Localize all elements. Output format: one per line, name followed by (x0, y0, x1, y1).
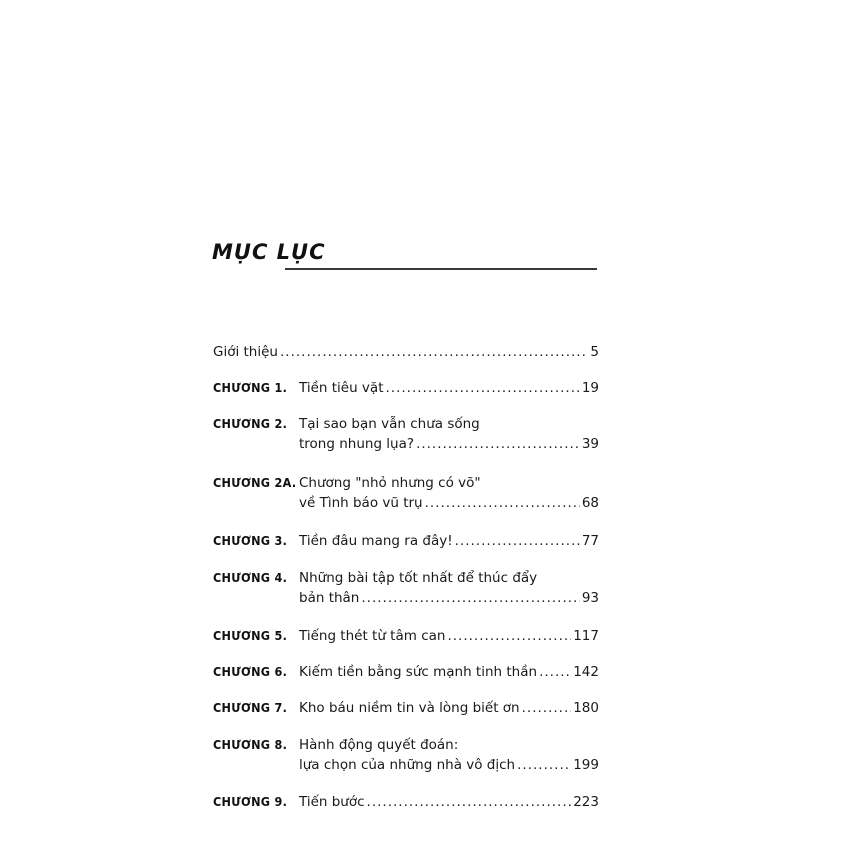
chapter-label: CHƯƠNG 5. (213, 628, 288, 643)
entry-title: Kho báu niềm tin và lòng biết ơn (299, 700, 520, 716)
toc-entry (213, 531, 599, 551)
chapter-label: CHƯƠNG 9. (213, 794, 288, 809)
toc-entry (213, 698, 599, 718)
page-number: 142 (573, 664, 599, 680)
dot-leader (517, 755, 571, 775)
dot-leader (539, 662, 571, 682)
dot-leader (455, 531, 580, 551)
page-number: 180 (573, 700, 599, 716)
toc-entry (213, 378, 599, 398)
page-number: 19 (581, 380, 599, 396)
entry-title: Tiền đâu mang ra đây! (299, 533, 453, 549)
entry-title-continued: bản thân (299, 590, 360, 606)
dot-leader (367, 792, 572, 812)
dot-leader (447, 626, 571, 646)
dot-leader (522, 698, 572, 718)
heading-rule (285, 268, 597, 270)
toc-entry-intro (213, 342, 599, 362)
toc-entry (213, 735, 599, 775)
page-number: 5 (590, 344, 599, 360)
toc-entry (213, 568, 599, 608)
toc-entry (213, 662, 599, 682)
page-number: 77 (581, 533, 599, 549)
page-number: 223 (573, 794, 599, 810)
entry-title: Tiền tiêu vặt (299, 380, 384, 396)
entry-title-continued: lựa chọn của những nhà vô địch (299, 757, 516, 773)
entry-title-continued: trong nhung lụa? (299, 436, 415, 452)
entry-title: Hành động quyết đoán: (299, 737, 459, 753)
chapter-label: CHƯƠNG 7. (213, 700, 288, 715)
entry-title: Tiến bước (299, 794, 365, 810)
chapter-label: CHƯƠNG 2A. (213, 475, 297, 490)
dot-leader (361, 588, 579, 608)
chapter-label: CHƯƠNG 4. (213, 570, 288, 585)
chapter-label: CHƯƠNG 2. (213, 416, 288, 431)
entry-title: Những bài tập tốt nhất để thúc đẩy (299, 570, 538, 586)
entry-title: Chương "nhỏ nhưng có võ" (299, 475, 481, 491)
chapter-label: CHƯƠNG 3. (213, 533, 288, 548)
chapter-label: CHƯƠNG 8. (213, 737, 288, 752)
chapter-label: CHƯƠNG 6. (213, 664, 288, 679)
entry-title: Giới thiệu (213, 344, 278, 360)
page-number: 199 (573, 757, 599, 773)
toc-heading: MỤC LỤC (212, 240, 326, 264)
toc-entry (213, 626, 599, 646)
page-number: 117 (573, 628, 599, 644)
dot-leader (425, 493, 580, 513)
dot-leader (280, 342, 588, 362)
chapter-label: CHƯƠNG 1. (213, 380, 288, 395)
entry-title: Kiếm tiền bằng sức mạnh tinh thần (299, 664, 538, 680)
dot-leader (386, 378, 580, 398)
entry-title: Tiếng thét từ tâm can (299, 628, 446, 644)
toc-entry (213, 414, 599, 454)
toc-entry (213, 473, 599, 513)
toc-entry (213, 792, 599, 812)
entry-title: Tại sao bạn vẫn chưa sống (299, 416, 480, 432)
page-number: 68 (581, 495, 599, 511)
page-number: 39 (581, 436, 599, 452)
dot-leader (416, 434, 580, 454)
entry-title-continued: về Tình báo vũ trụ (299, 495, 423, 511)
page-number: 93 (581, 590, 599, 606)
